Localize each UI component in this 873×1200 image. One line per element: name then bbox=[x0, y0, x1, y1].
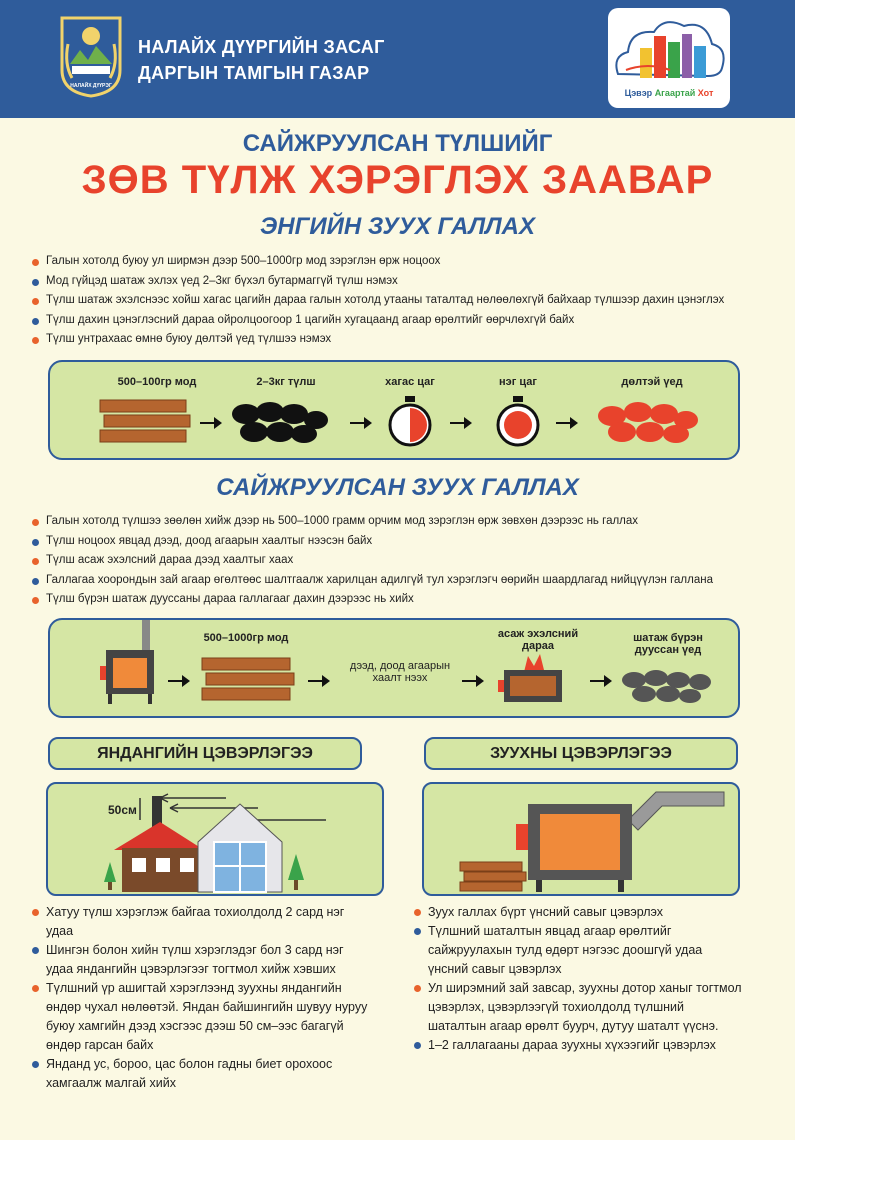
stove-cleaning-heading: ЗУУХНЫ ЦЭВЭРЛЭГЭЭ bbox=[424, 737, 738, 770]
list-item: Түлш асаж эхэлсний дараа дээд хаалтыг хаах bbox=[32, 551, 772, 571]
stove-icon bbox=[94, 620, 164, 706]
wood-logs-icon bbox=[98, 398, 192, 446]
title-line-1: САЙЖРУУЛСАН ТҮЛШИЙГ bbox=[242, 130, 553, 157]
step-burned-label: шатаж бүрэн дууссан үед bbox=[633, 632, 703, 656]
org-line-2: ДАРГЫН ТАМГЫН ГАЗАР bbox=[138, 63, 370, 83]
list-item: Мод гүйцэд шатаж эхлэх үед 2–3кг бүхэл бутармаггүй түлш нэмэх bbox=[32, 272, 772, 292]
house-icon bbox=[48, 784, 382, 894]
logo-caption: Цэвэр Агаартай Хот bbox=[624, 88, 714, 98]
emblem-text: НАЛАЙХ ДҮҮРЭГ bbox=[70, 83, 112, 89]
arrow-icon bbox=[168, 675, 190, 687]
list-item: Түлш дахин цэнэглэсний дараа ойролцоогоор 1 цагийн хугацаанд агаар өрөлтийг өөрчлөхгүй байх bbox=[32, 311, 772, 331]
step-coal-label: 2–3кг түлш bbox=[256, 376, 316, 388]
list-item: Шингэн болон хийн түлш хэрэглэдэг бол 3 сард нэг удаа яндангийн цэвэрлэгээг тогтмол хийж хэвших bbox=[32, 941, 372, 979]
list-item: Галлагаа хоорондын зай агаар өгөлтөөс шалтгаалж харилцан адилгүй тул хэрэглэгч өөрийн шаардлагад нийцүүлэн галлана bbox=[32, 571, 772, 591]
section2-steps-panel bbox=[48, 618, 740, 718]
stopwatch-half-icon bbox=[386, 396, 434, 448]
list-item: Янданд ус, бороо, цас болон гадны биет орохоос хамгаалж малгай хийх bbox=[32, 1055, 372, 1093]
list-item: Галын хотолд түлшээ зөөлөн хийж дээр нь 500–1000 грамм орчим мод зэрэглэн өрж зөвхөн дээрээс нь галлах bbox=[32, 512, 772, 532]
list-item: Хатуу түлш хэрэглэж байгаа тохиолдолд 2 сард нэг удаа bbox=[32, 903, 372, 941]
chimney-height-label: 50см bbox=[108, 803, 137, 817]
arrow-icon bbox=[556, 417, 578, 429]
arrow-icon bbox=[590, 675, 612, 687]
list-item: Галын хотолд буюу ул ширмэн дээр 500–1000гр мод зэрэглэн өрж ноцоох bbox=[32, 252, 772, 272]
list-item: Түлш бүрэн шатаж дууссаны дараа галлагааг дахин дээрээс нь хийх bbox=[32, 590, 772, 610]
step-one-hour-label: нэг цаг bbox=[499, 376, 537, 388]
arrow-icon bbox=[308, 675, 330, 687]
coal-briquettes-icon bbox=[230, 398, 330, 446]
list-item: Ул ширэмний зай завсар, зуухны дотор ханыг тогтмол цэвэрлэх, цэвэрлээгүй тохиолдолд түлшний шаталтын агаар өрөлт буурч, дутуу шаталт үүснэ. bbox=[414, 979, 744, 1036]
step-wood-label: 500–100гр мод bbox=[117, 376, 197, 388]
list-item: Түлш шатаж эхэлснээс хойш хагас цагийн дараа галын хотолд утааны таталтад нөлөөлөхгүй байхаар түлшээр дахин цэнэглэх bbox=[32, 291, 772, 311]
header-bar bbox=[0, 0, 795, 118]
step-lit-label: асаж эхэлсний дараа bbox=[497, 628, 579, 652]
stove-illustration bbox=[422, 782, 740, 896]
org-line-1: НАЛАЙХ ДҮҮРГИЙН ЗАСАГ bbox=[138, 37, 385, 57]
organization-name bbox=[138, 34, 385, 86]
title-line-2: ЗӨВ ТҮЛЖ ХЭРЭГЛЭХ ЗААВАР bbox=[81, 158, 714, 202]
list-item: Түлш ноцоох явцад дээд, доод агаарын хаалтыг нээсэн байх bbox=[32, 532, 772, 552]
stove-cleaning-icon bbox=[424, 784, 738, 894]
clean-air-city-logo bbox=[608, 8, 730, 108]
arrow-icon bbox=[200, 417, 222, 429]
ash-briquettes-icon bbox=[620, 666, 714, 706]
lit-stove-icon bbox=[498, 654, 572, 708]
step-wood-1000-label: 500–1000гр мод bbox=[203, 632, 289, 644]
wood-logs-icon bbox=[200, 656, 296, 706]
stopwatch-full-icon bbox=[494, 396, 542, 448]
chimney-cleaning-heading: ЯНДАНГИЙН ЦЭВЭРЛЭГЭЭ bbox=[48, 737, 362, 770]
list-item: Зуух галлах бүрт үнсний савыг цэвэрлэх bbox=[414, 903, 744, 922]
section1-steps-panel bbox=[48, 360, 740, 460]
chimney-bullet-list bbox=[32, 903, 372, 1093]
section2-bullet-list bbox=[32, 512, 772, 610]
city-skyline-icon bbox=[608, 8, 730, 88]
list-item: Түлшний шаталтын явцад агаар өрөлтийг сайжруулахын тулд өдөрт нэгээс доошгүй удаа үнсний савыг цэвэрлэх bbox=[414, 922, 744, 979]
step-vents-label: дээд, доод агаарын хаалт нээх bbox=[349, 660, 451, 684]
arrow-icon bbox=[350, 417, 372, 429]
list-item: Түлшний үр ашигтай хэрэглээнд зуухны яндангийн өндөр чухал нөлөөтэй. Яндан байшингийн шувуу нуруу буюу хамгийн дээд хэсгээс дээш 50 см–ээс багагүй өндөр гарсан байх bbox=[32, 979, 372, 1055]
arrow-icon bbox=[450, 417, 472, 429]
arrow-icon bbox=[462, 675, 484, 687]
section1-heading: ЭНГИЙН ЗУУХ ГАЛЛАХ bbox=[260, 213, 535, 240]
burning-coal-icon bbox=[596, 398, 700, 446]
section1-bullet-list bbox=[32, 252, 772, 350]
district-emblem bbox=[58, 14, 124, 98]
stove-bullet-list bbox=[414, 903, 744, 1055]
step-flame-label: дөлтэй үед bbox=[621, 376, 683, 388]
step-half-hour-label: хагас цаг bbox=[385, 376, 435, 388]
house-chimney-illustration bbox=[46, 782, 384, 896]
section2-heading: САЙЖРУУЛСАН ЗУУХ ГАЛЛАХ bbox=[216, 474, 579, 501]
list-item: 1–2 галлагааны дараа зуухны хүхээгийг цэвэрлэх bbox=[414, 1036, 744, 1055]
list-item: Түлш унтрахаас өмнө буюу дөлтэй үед түлшээ нэмэх bbox=[32, 330, 772, 350]
